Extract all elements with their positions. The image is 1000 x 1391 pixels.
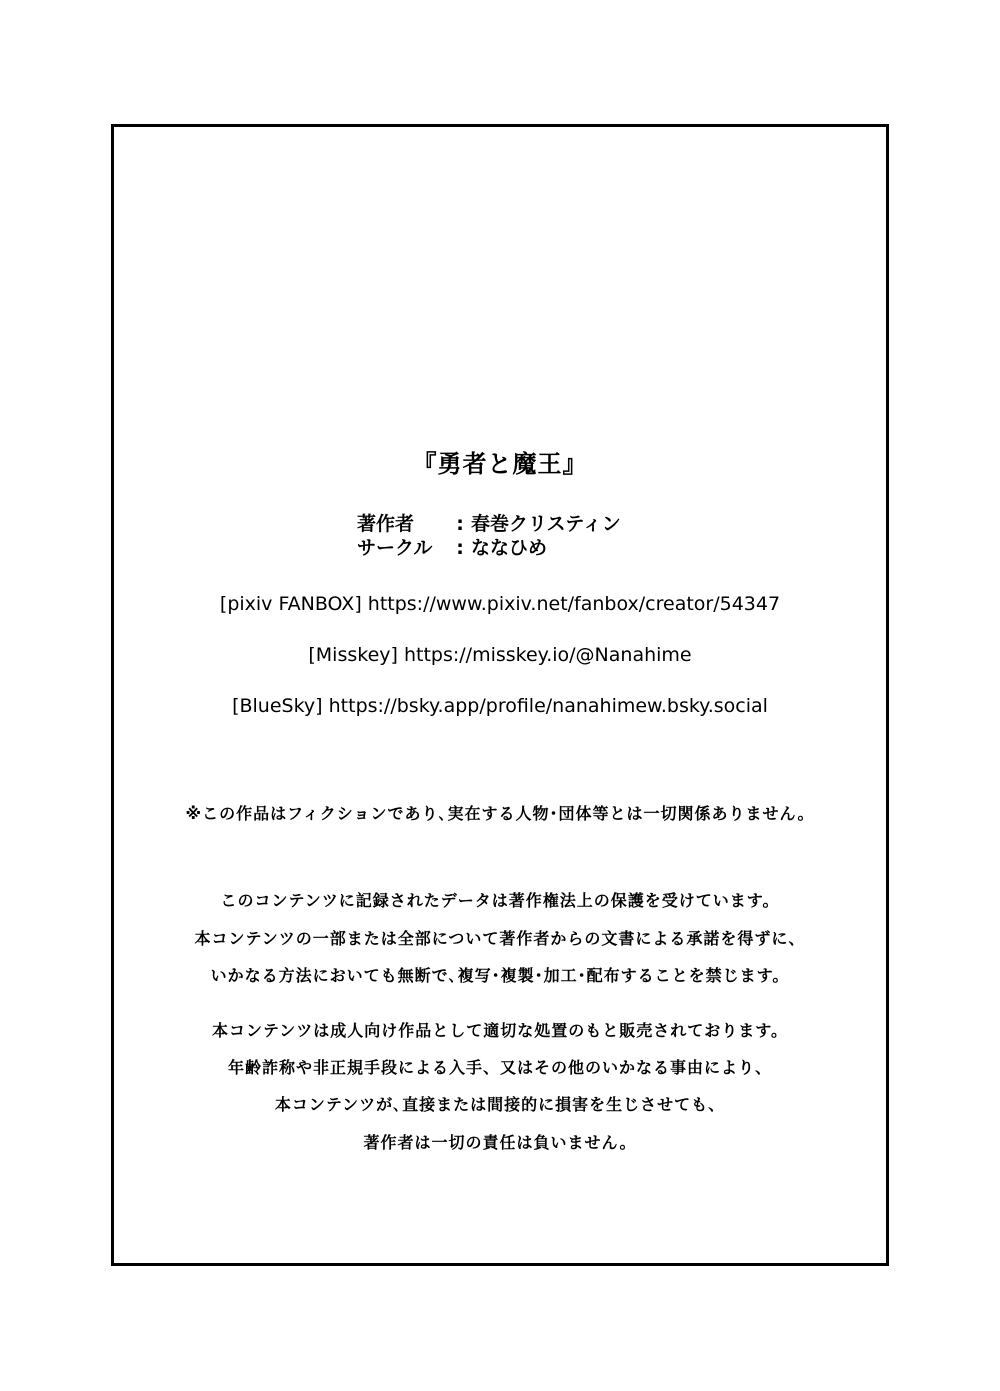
adult-notice-line: 著作者は一切の責任は負いません。	[363, 1133, 637, 1152]
adult-notice-line: 本コンテンツが､直接または間接的に損害を生じさせても、	[274, 1095, 726, 1114]
circle-separator: :	[456, 537, 464, 559]
copyright-notice-line: 本コンテンツの一部または全部について著作者からの文書による承諾を得ずに、	[194, 929, 806, 948]
misskey-url: https://misskey.io/@Nanahime	[403, 644, 692, 666]
fiction-notice: ※この作品はフィクションであり､実在する人物･団体等とは一切関係ありません。	[185, 804, 815, 823]
author-label: 著作者	[357, 513, 415, 535]
bluesky-link-row	[0, 697, 1000, 716]
fanbox-tag: [pixiv FANBOX]	[219, 593, 362, 615]
misskey-link-row	[0, 646, 1000, 665]
fanbox-link-row	[0, 595, 1000, 614]
work-title: 『勇者と魔王』	[412, 450, 588, 478]
adult-notice-line: 年齢詐称や非正規手段による入手、又はその他のいかなる事由により、	[227, 1058, 772, 1077]
misskey-tag: [Misskey]	[308, 644, 398, 666]
circle-name: ななひめ	[471, 537, 548, 559]
circle-label: サークル	[357, 537, 433, 559]
author-name: 春巻クリスティン	[471, 513, 621, 535]
copyright-notice-line: このコンテンツに記録されたデータは著作権法上の保護を受けています。	[220, 891, 780, 910]
author-separator: :	[456, 513, 464, 535]
author-row	[357, 512, 621, 536]
bluesky-url: https://bsky.app/profile/nanahimew.bsky.social	[328, 695, 768, 717]
copyright-notice-line: いかなる方法においても無断で､複写･複製･加工･配布することを禁じます。	[210, 966, 790, 985]
adult-notice-line: 本コンテンツは成人向け作品として適切な処置のもと販売されております。	[212, 1021, 788, 1040]
circle-row	[357, 536, 621, 560]
credits-block	[357, 512, 621, 560]
fanbox-url: https://www.pixiv.net/fanbox/creator/54347	[367, 593, 781, 615]
bluesky-tag: [BlueSky]	[232, 695, 323, 717]
